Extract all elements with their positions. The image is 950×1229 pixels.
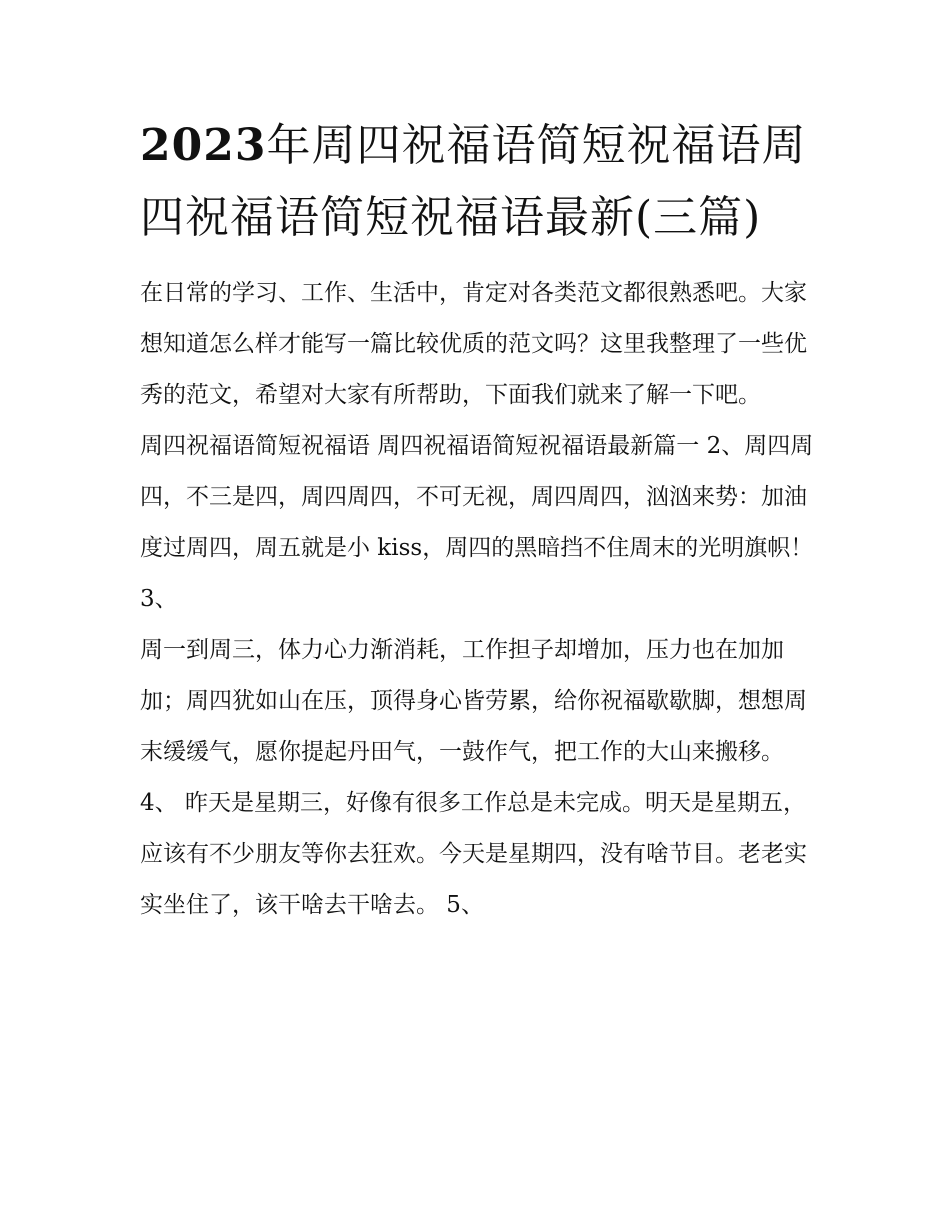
paragraph-blessing-2: 周四祝福语简短祝福语 周四祝福语简短祝福语最新篇一 2、周四周四，不三是四，周四周四，不可无视，周四周四，汹汹来势：加油度过周四，周五就是小 kiss，周四的黑暗挡不住周末的光明旗帜！ 3、 xyxy=(140,433,814,612)
title-text: 年周四祝福语简短祝福语周四祝福语简短祝福语最新(三篇) xyxy=(140,120,807,243)
document-body xyxy=(140,268,820,931)
paragraph-blessing-3: 周一到周三，体力心力渐消耗，工作担子却增加，压力也在加加加；周四犹如山在压，顶得身心皆劳累，给你祝福歇歇脚，想想周末缓缓气，愿你提起丹田气，一鼓作气，把工作的大山来搬移。 xyxy=(140,637,807,765)
document-title xyxy=(140,110,820,254)
document-page xyxy=(140,110,820,931)
intro-paragraph: 在日常的学习、工作、生活中，肯定对各类范文都很熟悉吧。大家想知道怎么样才能写一篇比较优质的范文吗？这里我整理了一些优秀的范文，希望对大家有所帮助，下面我们就来了解一下吧。 xyxy=(140,280,807,408)
title-year: 2023 xyxy=(140,120,267,171)
paragraph-blessing-4: 4、 昨天是星期三，好像有很多工作总是未完成。明天是星期五，应该有不少朋友等你去狂欢。今天是星期四，没有啥节目。老老实实坐住了，该干啥去干啥去。 5、 xyxy=(140,790,807,918)
